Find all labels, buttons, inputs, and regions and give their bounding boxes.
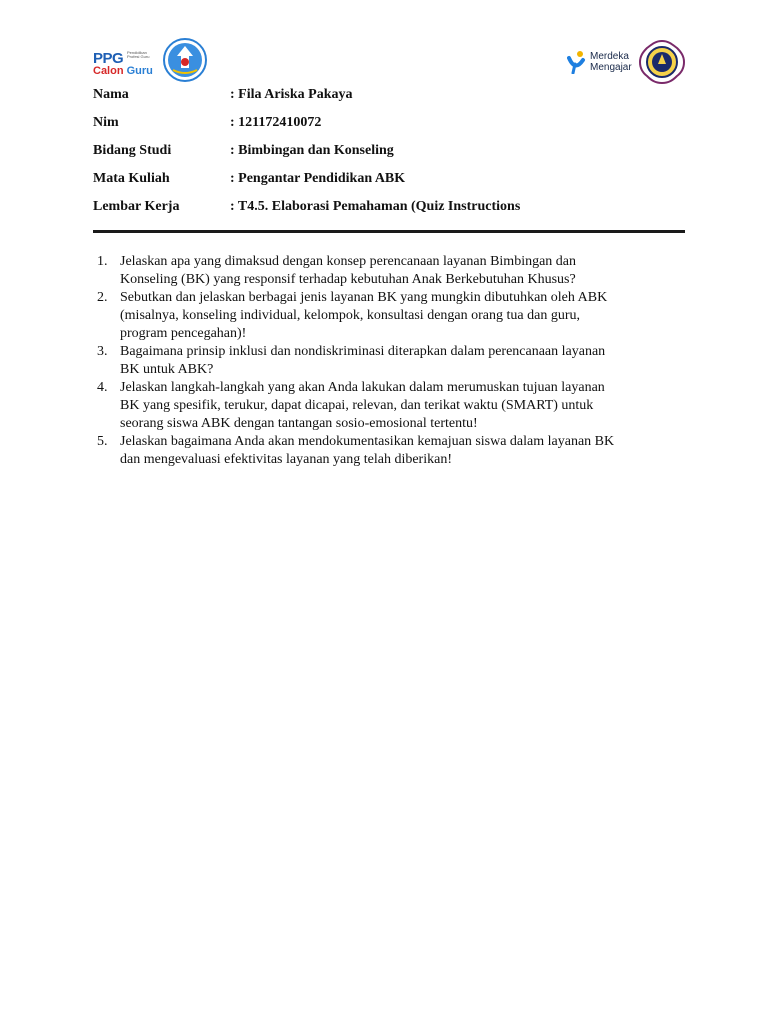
calon-guru-text: [93, 65, 153, 77]
question-item: [93, 379, 683, 433]
info-label: Nama: [93, 87, 129, 102]
merdeka-mengajar-icon: [567, 50, 587, 74]
info-label: Lembar Kerja: [93, 199, 180, 214]
info-label: Bidang Studi: [93, 143, 172, 158]
info-value: : Fila Ariska Pakaya: [230, 87, 353, 102]
question-line: Sebutkan dan jelaskan berbagai jenis layanan BK yang mungkin dibutuhkan oleh ABK: [120, 290, 608, 305]
question-item: [93, 433, 683, 469]
question-number: 1.: [97, 254, 108, 269]
student-info: [93, 87, 693, 227]
question-list: [93, 253, 683, 469]
info-label: Mata Kuliah: [93, 171, 170, 186]
question-line: BK yang spesifik, terukur, dapat dicapai, relevan, dan terikat waktu (SMART) untuk: [120, 398, 594, 413]
question-line: Jelaskan apa yang dimaksud dengan konsep perencanaan layanan Bimbingan dan: [120, 254, 577, 269]
question-line: Jelaskan bagaimana Anda akan mendokumentasikan kemajuan siswa dalam layanan BK: [120, 434, 615, 449]
info-value: : T4.5. Elaborasi Pemahaman (Quiz Instructions: [230, 199, 521, 214]
question-line: dan mengevaluasi efektivitas layanan yang telah diberikan!: [120, 452, 452, 467]
question-line: BK untuk ABK?: [120, 362, 214, 377]
info-row-lembar-kerja: [93, 199, 693, 227]
info-value: : Bimbingan dan Konseling: [230, 143, 394, 158]
mm-line-1: Merdeka: [590, 51, 629, 62]
question-number: 2.: [97, 290, 108, 305]
question-number: 3.: [97, 344, 108, 359]
info-row-nama: [93, 87, 693, 115]
ppg-text: PPG: [93, 50, 124, 67]
question-number: 5.: [97, 434, 108, 449]
question-line: seorang siswa ABK dengan tantangan sosio-emosional tertentu!: [120, 416, 478, 431]
question-item: [93, 343, 683, 379]
info-row-nim: [93, 115, 693, 143]
header-divider: [93, 230, 685, 233]
mm-line-2: Mengajar: [590, 62, 632, 73]
info-value: : 121172410072: [230, 115, 322, 130]
question-line: program pencegahan)!: [120, 326, 247, 341]
info-row-bidang-studi: [93, 143, 693, 171]
ppg-calon-guru-logo: [93, 38, 213, 82]
question-number: 4.: [97, 380, 108, 395]
ppg-wordmark: [93, 50, 163, 80]
university-seal-icon: [639, 40, 685, 84]
question-line: Jelaskan langkah-langkah yang akan Anda lakukan dalam merumuskan tujuan layanan: [120, 380, 605, 395]
merdeka-mengajar-logo: [567, 40, 687, 84]
question-line: Bagaimana prinsip inklusi dan nondiskriminasi diterapkan dalam perencanaan layanan: [120, 344, 606, 359]
merdeka-mengajar-text: [590, 51, 632, 73]
tut-wuri-handayani-icon: [163, 38, 207, 82]
ppg-subtext: Pendidikan Profesi Guru: [127, 50, 150, 59]
question-line: (misalnya, konseling individual, kelompok, konsultasi dengan orang tua dan guru,: [120, 308, 580, 323]
question-item: [93, 289, 683, 343]
question-item: [93, 253, 683, 289]
calon-text: Calon: [93, 65, 124, 77]
guru-text: Guru: [126, 65, 153, 77]
question-line: Konseling (BK) yang responsif terhadap kebutuhan Anak Berkebutuhan Khusus?: [120, 272, 576, 287]
info-value: : Pengantar Pendidikan ABK: [230, 171, 406, 186]
info-label: Nim: [93, 115, 119, 130]
info-row-mata-kuliah: [93, 171, 693, 199]
